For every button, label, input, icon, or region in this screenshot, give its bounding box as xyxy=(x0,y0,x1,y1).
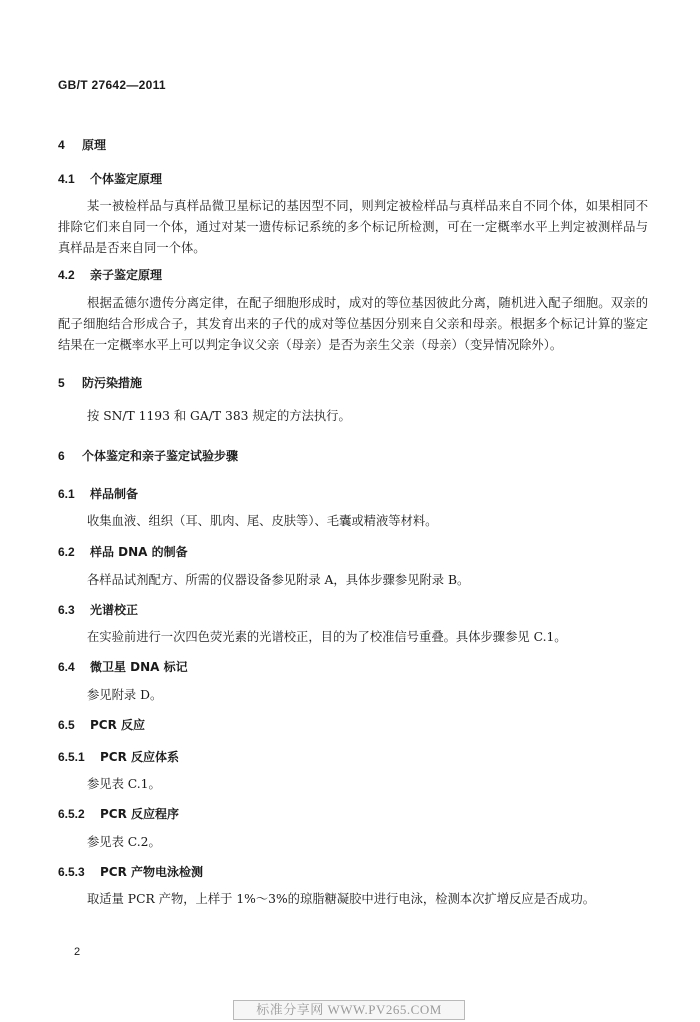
section-number: 4.2 xyxy=(58,268,75,282)
section-number: 6.3 xyxy=(58,603,75,617)
section-6-3-paragraph: 在实验前进行一次四色荧光素的光谱校正，目的为了校准信号重叠。具体步骤参见 C.1。 xyxy=(87,630,567,644)
section-number: 6.5.3 xyxy=(58,865,85,879)
section-number: 6.2 xyxy=(58,545,75,559)
section-6-5-1-paragraph: 参见表 C.1。 xyxy=(87,777,161,791)
section-number: 6.5 xyxy=(58,718,75,732)
section-title: 原理 xyxy=(82,138,107,152)
section-6-1-heading xyxy=(58,485,138,502)
watermark-banner: 标准分享网 WWW.PV265.COM xyxy=(233,1000,465,1020)
section-title: 微卫星 DNA 标记 xyxy=(90,660,188,674)
section-number: 6.4 xyxy=(58,660,75,674)
section-number: 5 xyxy=(58,376,65,390)
section-number: 4 xyxy=(58,138,65,152)
page-number: 2 xyxy=(74,946,81,958)
section-4-2-paragraph: 根据孟德尔遗传分离定律，在配子细胞形成时，成对的等位基因彼此分离，随机进入配子细胞。双亲的配子细胞结合形成合子，其发育出来的子代的成对等位基因分别来自父亲和母亲。根据多个标记计算的鉴定结果在一定概率水平上可以判定争议父亲（母亲）是否为亲生父亲（母亲）（变异情况除外）。 xyxy=(58,296,648,352)
section-6-5-heading xyxy=(58,716,145,733)
section-number: 6.5.2 xyxy=(58,807,85,821)
section-6-5-2-heading xyxy=(58,805,179,822)
section-6-3-heading xyxy=(58,601,138,618)
section-number: 6 xyxy=(58,449,65,463)
section-title: PCR 反应 xyxy=(90,718,146,732)
section-6-5-2-paragraph: 参见表 C.2。 xyxy=(87,835,161,849)
section-4-1-paragraph: 某一被检样品与真样品微卫星标记的基因型不同，则判定被检样品与真样品来自不同个体，如果相同不排除它们来自同一个体，通过对某一遗传标记系统的多个标记所检测，可在一定概率水平上判定被测样品与真样品是否来自同一个体。 xyxy=(58,199,648,255)
section-number: 4.1 xyxy=(58,172,75,186)
section-number: 6.5.1 xyxy=(58,750,85,764)
section-4-heading xyxy=(58,136,106,153)
section-number: 6.1 xyxy=(58,487,75,501)
section-6-2-heading xyxy=(58,543,188,560)
section-5-heading xyxy=(58,374,142,391)
section-6-5-3-heading xyxy=(58,863,203,880)
section-4-2-heading xyxy=(58,266,162,283)
section-title: 防污染措施 xyxy=(82,376,143,390)
section-4-1-heading xyxy=(58,170,162,187)
section-title: PCR 反应程序 xyxy=(100,807,180,821)
section-6-heading xyxy=(58,447,238,464)
section-title: PCR 反应体系 xyxy=(100,750,180,764)
section-title: 个体鉴定和亲子鉴定试验步骤 xyxy=(82,449,239,463)
section-title: 样品 DNA 的制备 xyxy=(90,545,188,559)
section-6-5-1-heading xyxy=(58,748,179,765)
section-6-4-heading xyxy=(58,658,188,675)
section-5-paragraph: 按 SN/T 1193 和 GA/T 383 规定的方法执行。 xyxy=(87,409,351,423)
section-title: 样品制备 xyxy=(90,487,139,501)
section-title: 亲子鉴定原理 xyxy=(90,268,163,282)
section-6-1-paragraph: 收集血液、组织（耳、肌肉、尾、皮肤等）、毛囊或精液等材料。 xyxy=(87,514,438,528)
section-title: 个体鉴定原理 xyxy=(90,172,163,186)
section-6-2-paragraph: 各样品试剂配方、所需的仪器设备参见附录 A，具体步骤参见附录 B。 xyxy=(87,573,470,587)
section-6-4-paragraph: 参见附录 D。 xyxy=(87,688,163,702)
section-title: PCR 产物电泳检测 xyxy=(100,865,204,879)
section-title: 光谱校正 xyxy=(90,603,139,617)
standard-code: GB/T 27642—2011 xyxy=(58,78,166,92)
section-6-5-3-paragraph: 取适量 PCR 产物，上样于 1%～3%的琼脂糖凝胶中进行电泳，检测本次扩增反应是否成功。 xyxy=(87,892,596,906)
